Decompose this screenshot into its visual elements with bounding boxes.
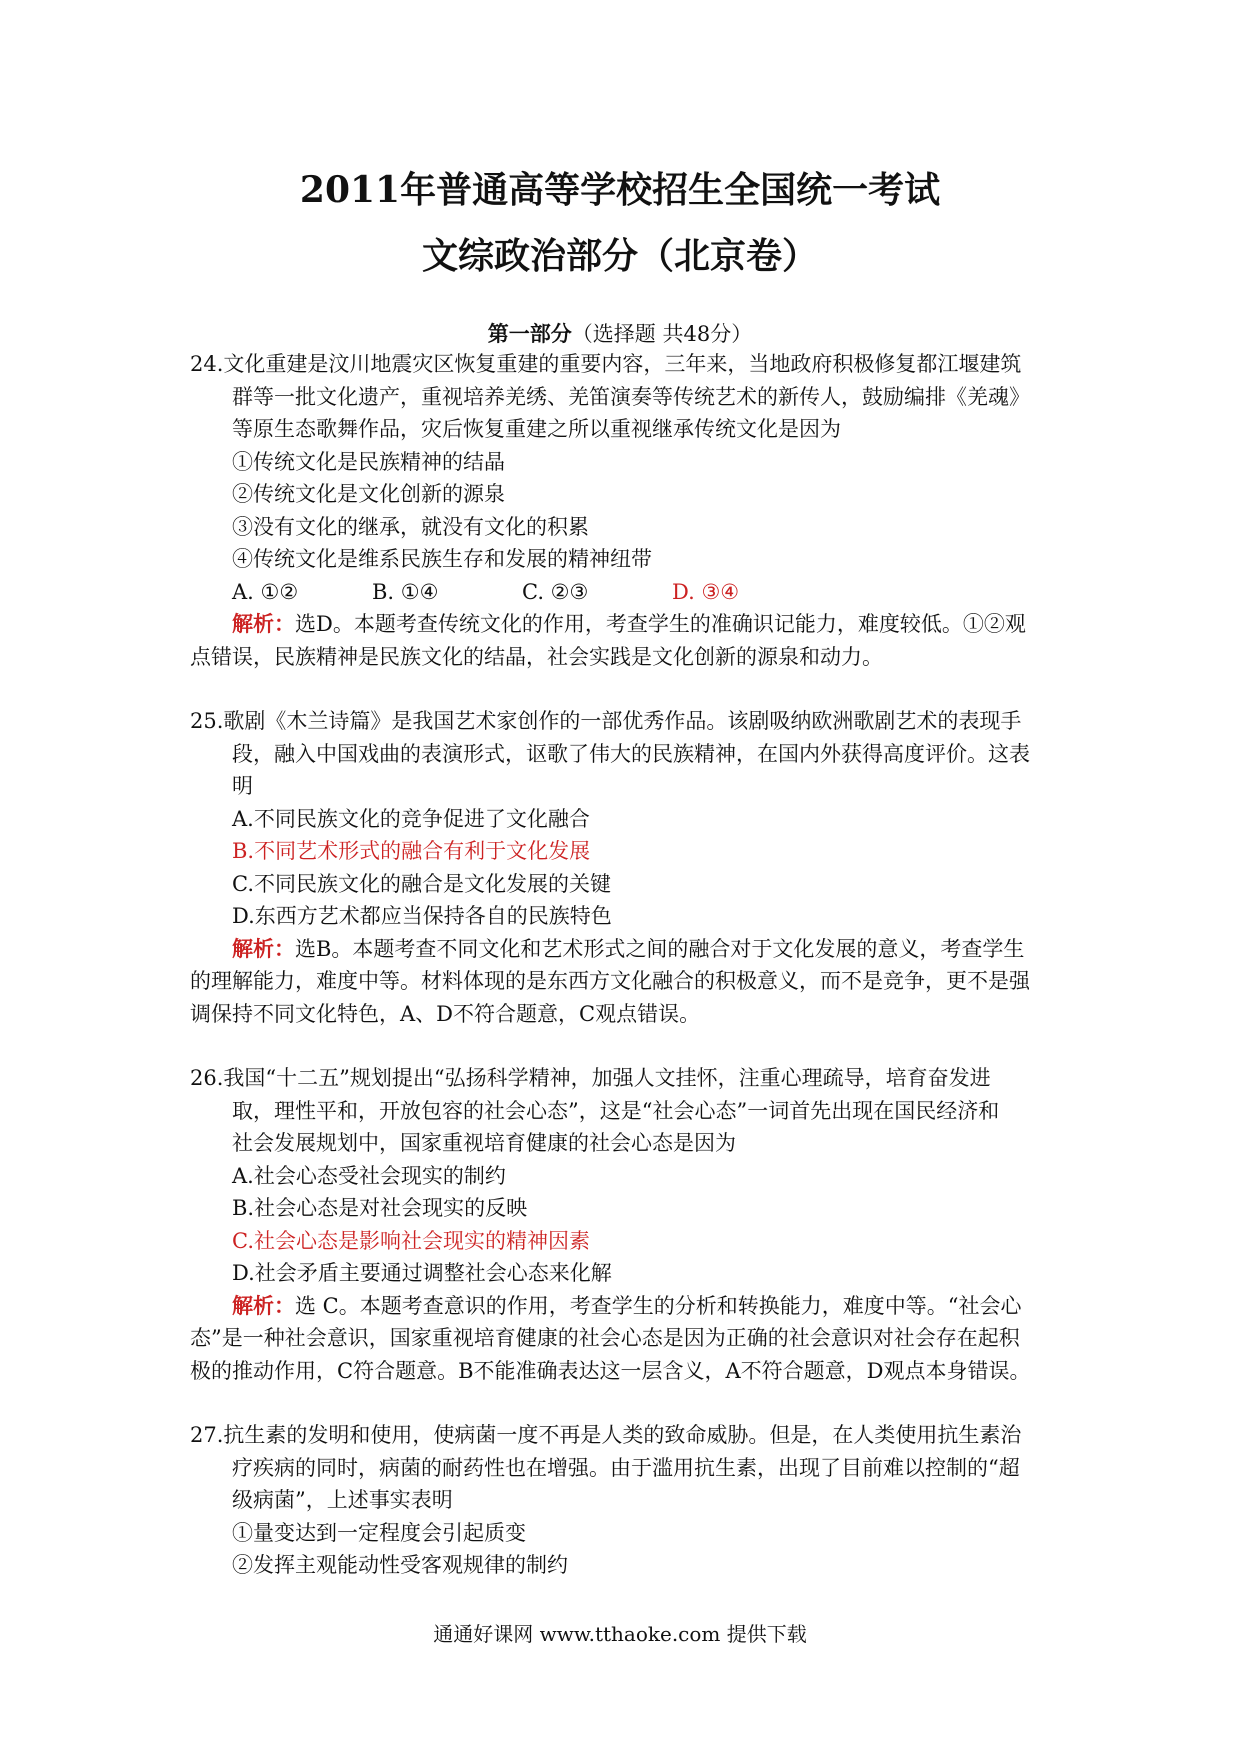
question-stem-line: 等原生态歌舞作品，灾后恢复重建之所以重视继承传统文化是因为	[232, 417, 841, 441]
statement-item: ②传统文化是文化创新的源泉	[232, 482, 505, 506]
question-stem-line: 群等一批文化遗产，重视培养羌绣、羌笛演奏等传统艺术的新传人，鼓励编排《羌魂》	[232, 384, 1030, 409]
question-stem-line: 级病菌”，上述事实表明	[232, 1488, 453, 1512]
analysis-line: 态”是一种社会意识，国家重视培育健康的社会心态是因为正确的社会意识对社会存在起积	[190, 1326, 1020, 1350]
question-stem-line: 26.我国“十二五”规划提出“弘扬科学精神，加强人文挂怀，注重心理疏导，培育奋发进	[190, 1066, 991, 1090]
analysis-line: 的理解能力，难度中等。材料体现的是东西方文化融合的积极意义，而不是竞争，更不是强	[190, 969, 1030, 993]
question-25	[190, 705, 1058, 1030]
option-d: D.东西方艺术都应当保持各自的民族特色	[232, 904, 612, 928]
option-b: B. ①④	[372, 579, 439, 604]
exam-title: 2011年普通高等学校招生全国统一考试	[299, 169, 941, 211]
analysis-label: 解析：	[232, 1292, 295, 1318]
analysis-text: 选B。本题考查不同文化和艺术形式之间的融合对于文化发展的意义，考查学生	[295, 936, 1025, 961]
exam-subtitle: 文综政治部分（北京卷）	[421, 235, 818, 277]
analysis-line	[190, 1290, 1058, 1323]
statement-item: ④传统文化是维系民族生存和发展的精神纽带	[232, 547, 652, 571]
section-name: 第一部分	[487, 321, 572, 346]
question-24	[190, 348, 1058, 673]
analysis-line: 极的推动作用，C符合题意。B不能准确表达这一层含义，A不符合题意，D观点本身错误。	[190, 1358, 1031, 1383]
statement-item: ①量变达到一定程度会引起质变	[232, 1520, 526, 1545]
question-stem-line: 24.文化重建是汶川地震灾区恢复重建的重要内容，三年来，当地政府积极修复都江堰建筑	[190, 352, 1022, 376]
analysis-line	[190, 608, 1058, 641]
question-stem-line: 疗疾病的同时，病菌的耐药性也在增强。由于滥用抗生素，出现了目前难以控制的“超	[232, 1455, 1020, 1480]
analysis-line: 调保持不同文化特色，A、D不符合题意，C观点错误。	[190, 1001, 701, 1026]
analysis-line	[190, 933, 1058, 966]
section-note: （选择题 共48分）	[571, 322, 753, 346]
page-footer: 通通好课网 www.tthaoke.com 提供下载	[433, 1622, 807, 1646]
question-26	[190, 1062, 1058, 1387]
question-stem-line: 取，理性平和，开放包容的社会心态”，这是“社会心态”一词首先出现在国民经济和	[232, 1098, 1000, 1123]
analysis-label: 解析：	[232, 611, 295, 636]
option-d-correct: D. ③④	[672, 579, 740, 604]
option-c-correct: C.社会心态是影响社会现实的精神因素	[232, 1228, 590, 1253]
question-27	[190, 1419, 1058, 1582]
option-a: A.不同民族文化的竞争促进了文化融合	[232, 806, 590, 831]
analysis-text: 选D。本题考查传统文化的作用，考查学生的准确识记能力，难度较低。①②观	[295, 612, 1026, 636]
option-b: B.社会心态是对社会现实的反映	[232, 1196, 528, 1220]
question-stem-line: 社会发展规划中，国家重视培育健康的社会心态是因为	[232, 1131, 736, 1155]
option-b-correct: B.不同艺术形式的融合有利于文化发展	[232, 839, 591, 863]
analysis-label: 解析：	[232, 935, 295, 961]
option-a: A. ①②	[232, 579, 299, 604]
analysis-line: 点错误，民族精神是民族文化的结晶，社会实践是文化创新的源泉和动力。	[190, 644, 883, 669]
statement-item: ②发挥主观能动性受客观规律的制约	[232, 1553, 568, 1577]
question-stem-line: 明	[232, 774, 253, 798]
question-stem-line: 25.歌剧《木兰诗篇》是我国艺术家创作的一部优秀作品。该剧吸纳欧洲歌剧艺术的表现手	[190, 709, 1022, 733]
questions	[190, 348, 1058, 1582]
question-stem-line: 27.抗生素的发明和使用，使病菌一度不再是人类的致命威胁。但是，在人类使用抗生素治	[190, 1423, 1022, 1447]
section-heading	[0, 318, 1240, 348]
option-d: D.社会矛盾主要通过调整社会心态来化解	[232, 1261, 612, 1285]
option-c: C. ②③	[522, 579, 589, 604]
answer-options	[190, 576, 1058, 609]
statement-item: ③没有文化的继承，就没有文化的积累	[232, 514, 589, 539]
option-a: A.社会心态受社会现实的制约	[232, 1163, 506, 1188]
statement-item: ①传统文化是民族精神的结晶	[232, 449, 505, 474]
analysis-text: 选 C。本题考查意识的作用，考查学生的分析和转换能力，难度中等。“社会心	[295, 1293, 1022, 1318]
question-stem-line: 段，融入中国戏曲的表演形式，讴歌了伟大的民族精神，在国内外获得高度评价。这表	[232, 741, 1030, 766]
option-c: C.不同民族文化的融合是文化发展的关键	[232, 871, 611, 896]
